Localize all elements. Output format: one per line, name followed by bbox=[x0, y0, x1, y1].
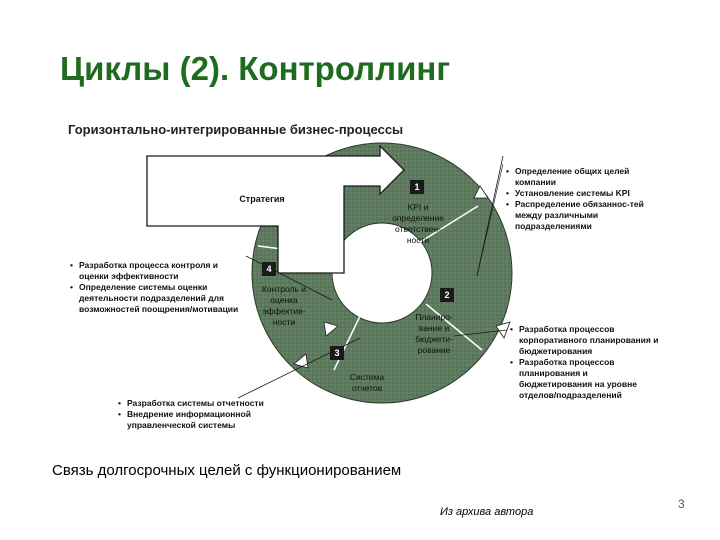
note-item: • Определение системы оценки деятельности подразделений для возможностей поощрения/мотивации bbox=[70, 282, 250, 315]
note-top-right bbox=[506, 166, 656, 232]
note-item: • Установление системы KPI bbox=[506, 188, 656, 199]
strategy-label: Стратегия bbox=[239, 194, 285, 204]
segment-number-4: 4 bbox=[262, 262, 276, 276]
note-item: • Внедрение информационной управленческой системы bbox=[118, 409, 298, 431]
note-item: • Распределение обязаннос-тей между различными подразделениями bbox=[506, 199, 656, 232]
note-item: • Определение общих целей компании bbox=[506, 166, 656, 188]
source-note: Из архива автора bbox=[440, 506, 534, 518]
note-item: • Разработка процессов корпоративного планирования и бюджетирования bbox=[510, 324, 660, 357]
segment-number-2: 2 bbox=[440, 288, 454, 302]
slide-caption: Связь долгосрочных целей с функционированием bbox=[52, 462, 402, 479]
segment-label-control: Контроль и оценка эффектив- ности bbox=[261, 284, 307, 327]
note-item: • Разработка процессов планирования и бюджетирования на уровне отделов/подразделений bbox=[510, 357, 660, 401]
segment-label-planning: Планиро- вание и бюджети- рование bbox=[415, 312, 453, 355]
segment-number-1: 1 bbox=[410, 180, 424, 194]
segment-number-3: 3 bbox=[330, 346, 344, 360]
page-number: 3 bbox=[678, 497, 685, 511]
controlling-cycle-diagram bbox=[62, 108, 688, 442]
slide-title: Циклы (2). Контроллинг bbox=[60, 50, 451, 87]
diagram-heading: Горизонтально-интегрированные бизнес-процессы bbox=[68, 122, 404, 137]
note-item: • Разработка системы отчетности bbox=[118, 398, 298, 409]
note-bottom-left bbox=[118, 398, 298, 431]
segment-label-reports: Система отчетов bbox=[349, 372, 385, 393]
note-bottom-right bbox=[510, 324, 660, 401]
segment-label-kpi: KPI и определение ответствен- ности bbox=[392, 202, 444, 245]
note-item: • Разработка процесса контроля и оценки эффективности bbox=[70, 260, 250, 282]
note-left bbox=[70, 260, 250, 315]
